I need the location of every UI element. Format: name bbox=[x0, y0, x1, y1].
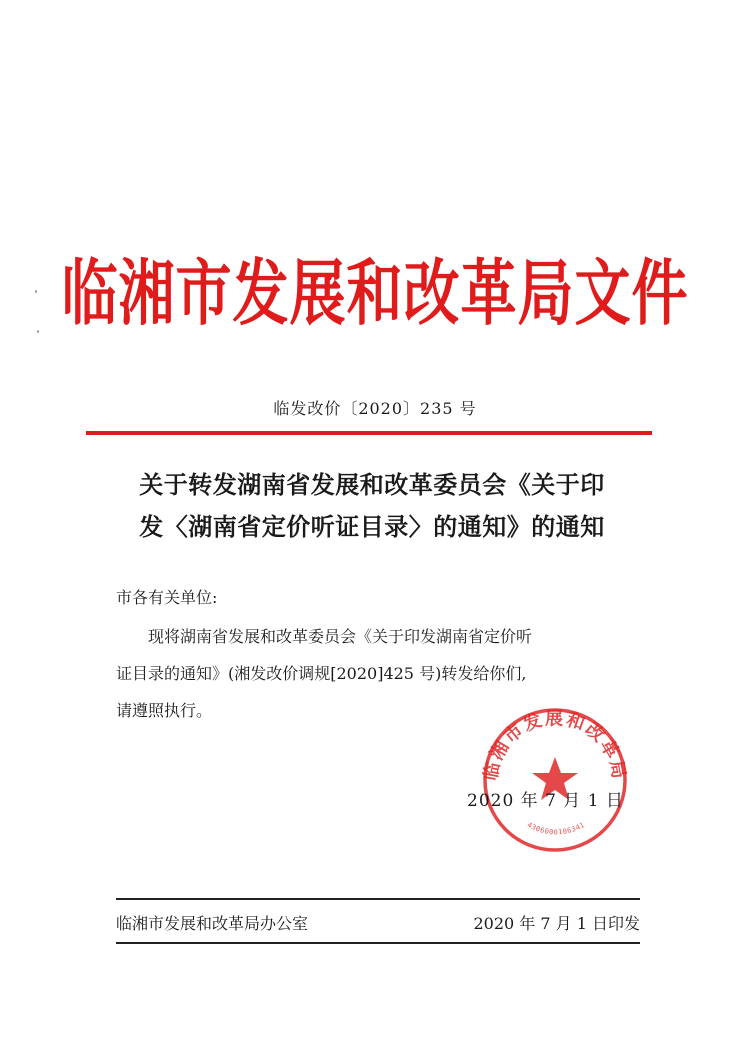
official-seal-stamp bbox=[480, 705, 630, 855]
footer-office: 临湘市发展和改革局办公室 bbox=[116, 914, 309, 933]
svg-text:4306000106341 bbox=[526, 821, 587, 836]
document-number: 临发改价〔2020〕235 号 bbox=[273, 399, 477, 418]
footer-issue-date: 2020 年 7 月 1 日印发 bbox=[473, 914, 640, 933]
body-line-1: 现将湖南省发展和改革委员会《关于印发湖南省定价听 bbox=[148, 627, 533, 646]
notice-title bbox=[112, 464, 632, 548]
footer-divider-top bbox=[116, 898, 640, 900]
seal-code: 4306000106341 bbox=[525, 820, 587, 837]
footer-divider-bottom bbox=[116, 942, 640, 944]
document-header-title: 临湘市发展和改革局文件 bbox=[61, 252, 689, 336]
addressee: 市各有关单位: bbox=[116, 588, 218, 607]
body-line-3: 请遵照执行。 bbox=[116, 701, 213, 720]
red-divider bbox=[86, 431, 652, 435]
seal-text: 临湘市发展和改革局 bbox=[480, 708, 630, 783]
notice-title-line-1: 关于转发湖南省发展和改革委员会《关于印 bbox=[139, 471, 605, 499]
notice-title-line-2: 发〈湖南省定价听证目录〉的通知》的通知 bbox=[139, 513, 605, 541]
body-line-2: 证目录的通知》(湘发改价调规[2020]425 号)转发给你们, bbox=[116, 664, 527, 683]
signature-date: 2020 年 7 月 1 日 bbox=[467, 791, 624, 811]
